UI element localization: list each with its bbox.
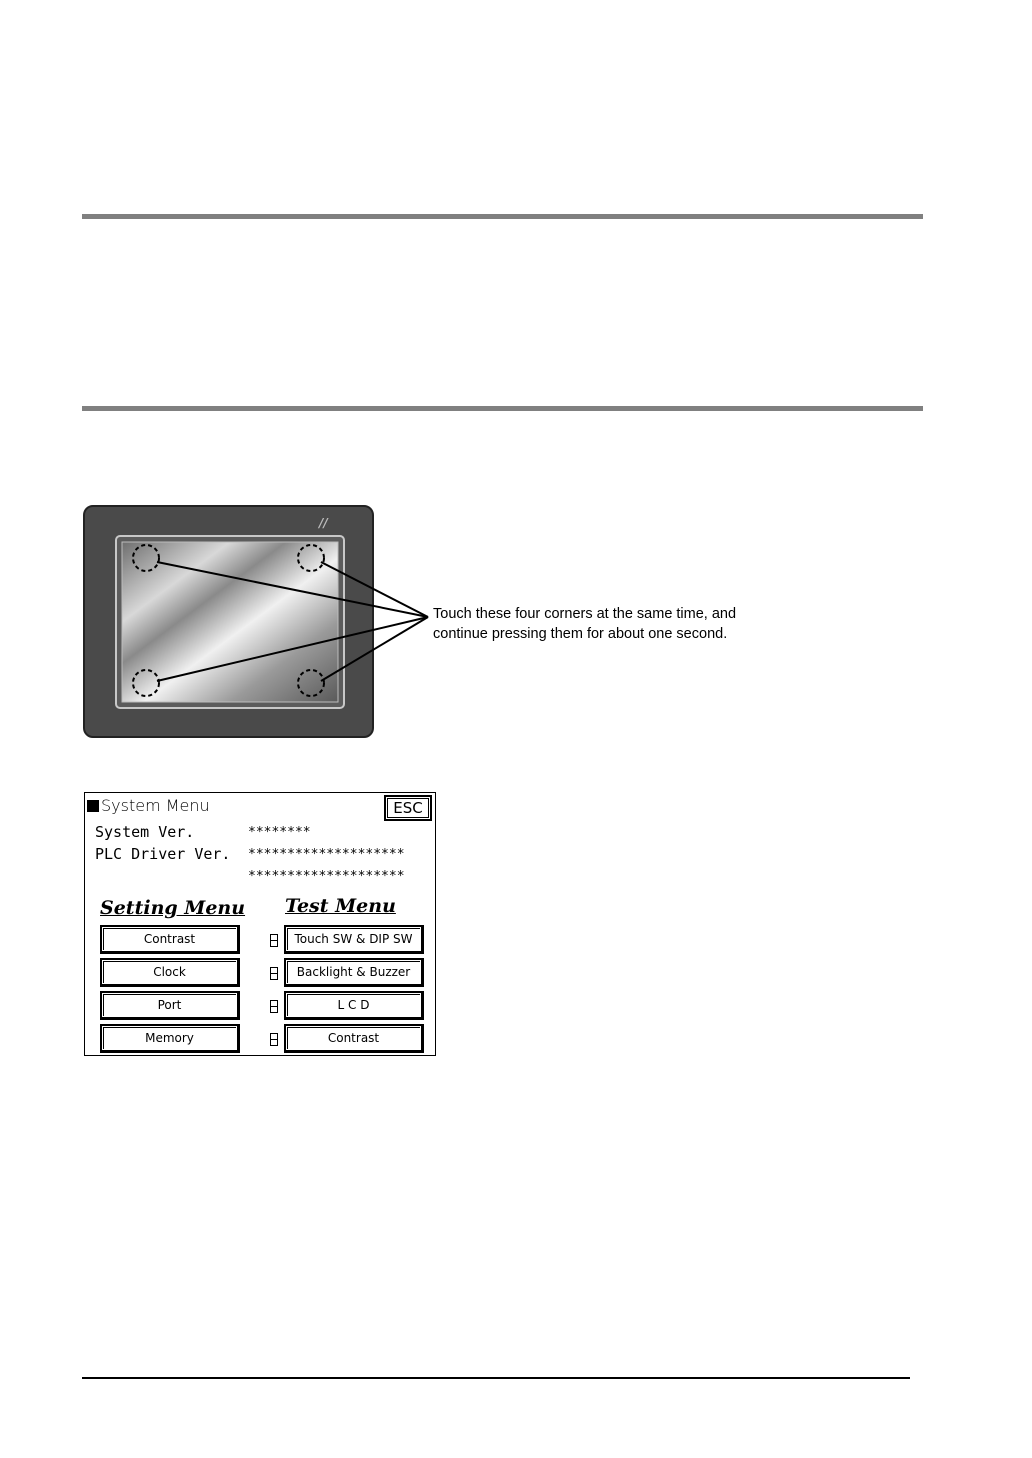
test-indicator-icon bbox=[270, 1000, 278, 1013]
leader-line-bottom-right bbox=[321, 617, 428, 681]
plc-driver-ver-label: PLC Driver Ver. bbox=[95, 845, 231, 863]
test-menu-heading: Test Menu bbox=[285, 895, 396, 917]
footer-rule bbox=[82, 1377, 910, 1379]
plc-driver-ver-value: ******************** bbox=[248, 847, 405, 862]
system-menu-screen bbox=[84, 792, 436, 1056]
leader-line-bottom-left bbox=[157, 617, 428, 681]
test-touch-sw-dip-sw-button[interactable]: Touch SW & DIP SW bbox=[284, 925, 424, 954]
system-menu-title-text: System Menu bbox=[101, 796, 210, 815]
setting-clock-button[interactable]: Clock bbox=[100, 958, 240, 987]
test-indicator-icon bbox=[270, 1033, 278, 1046]
leader-line-top-right bbox=[321, 562, 428, 617]
test-indicator-icon bbox=[270, 967, 278, 980]
system-menu-title bbox=[87, 796, 210, 815]
test-lcd-button[interactable]: L C D bbox=[284, 991, 424, 1020]
setting-menu-heading: Setting Menu bbox=[100, 897, 246, 919]
test-backlight-buzzer-button[interactable]: Backlight & Buzzer bbox=[284, 958, 424, 987]
system-ver-label: System Ver. bbox=[95, 823, 195, 841]
setting-port-button[interactable]: Port bbox=[100, 991, 240, 1020]
test-contrast-button[interactable]: Contrast bbox=[284, 1024, 424, 1053]
plc-driver-ver-value-2: ******************** bbox=[248, 869, 405, 884]
setting-memory-button[interactable]: Memory bbox=[100, 1024, 240, 1053]
leader-line-top-left bbox=[157, 562, 428, 617]
title-square-icon bbox=[87, 800, 99, 812]
test-indicator-icon bbox=[270, 934, 278, 947]
instruction-note: Touch these four corners at the same time, and continue pressing them for about one second. bbox=[433, 606, 737, 642]
system-ver-value: ******** bbox=[248, 825, 311, 840]
device-logo-mark: // bbox=[319, 516, 328, 530]
esc-button[interactable]: ESC bbox=[384, 795, 432, 821]
setting-contrast-button[interactable]: Contrast bbox=[100, 925, 240, 954]
